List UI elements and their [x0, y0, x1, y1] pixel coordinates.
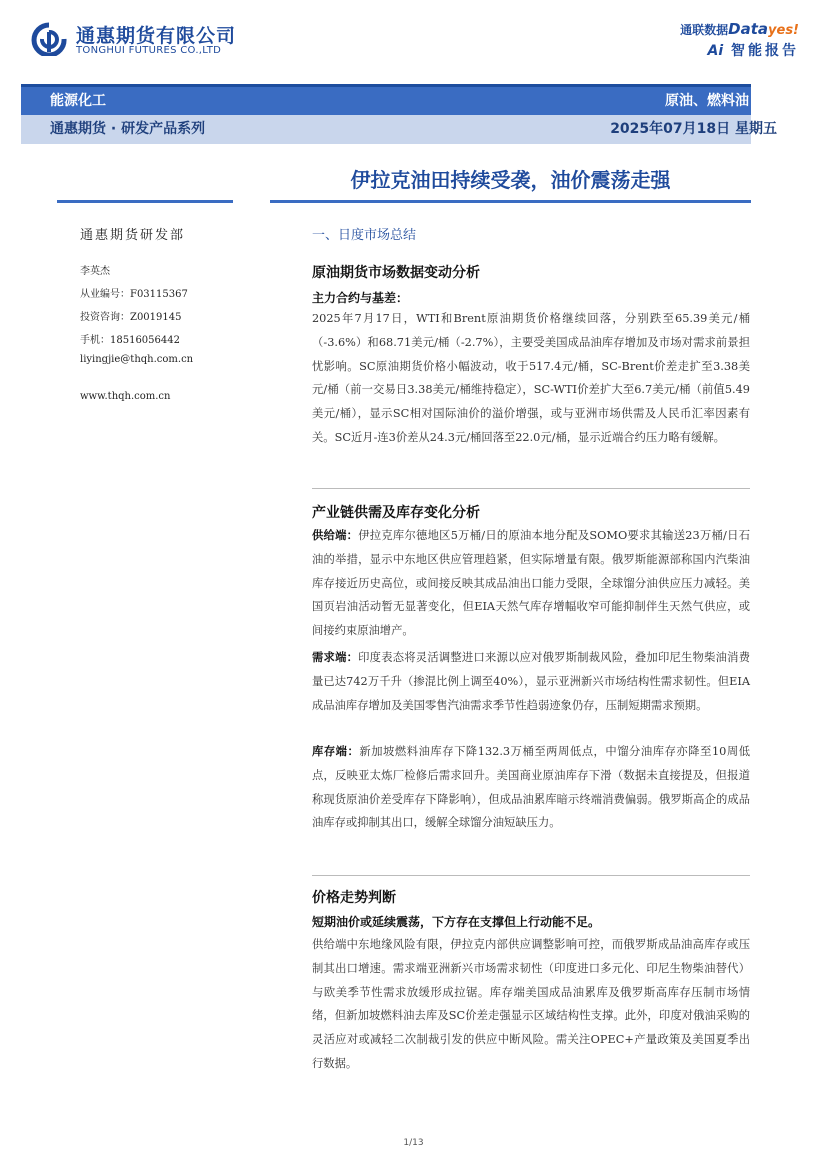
series-label: 通惠期货 · 研发产品系列 [50, 121, 206, 137]
price-paragraph: 供给端中东地缘风险有限，伊拉克内部供应调整影响可控，而俄罗斯成品油高库存或压制其出口增速。需求端亚洲新兴市场需求韧性（印度进口多元化、印尼生物柴油替代）与欧美季节性需求放缓形成拉锯。库存端美国成品油累库及俄罗斯高库存压制市场情绪，但新加坡燃料油去库及SC价差走强显示区域结构性支撑。此外，印度对俄油采购的灵活应对或减轻二次制裁引发的供应中断风险。需关注OPEC+产量政策及美国夏季出行数据。 [312, 938, 750, 1070]
inventory-paragraph [312, 740, 750, 835]
license-practice: 从业编号：F03115367 [80, 289, 188, 300]
company-name-cn: 通惠期货有限公司 [76, 25, 237, 47]
price-subheading: 短期油价或延续震荡，下方存在支撑但上行动能不足。 [312, 915, 601, 929]
report-date: 2025年07月18日 星期五 [610, 121, 777, 137]
supply-paragraph [312, 524, 750, 643]
research-dept: 通惠期货研发部 [80, 228, 186, 243]
license-advisory: 投资咨询：Z0019145 [80, 312, 182, 323]
ai-report-logo [707, 40, 799, 60]
author-email[interactable]: liyingjie@thqh.com.cn [80, 354, 194, 365]
divider [312, 875, 750, 876]
partner-logo [680, 20, 799, 38]
section-heading: 一、日度市场总结 [312, 228, 417, 243]
inventory-label: 库存端： [312, 745, 360, 758]
partner-prefix: 通联数据 [680, 23, 729, 37]
demand-label: 需求端： [312, 651, 359, 664]
category-label: 能源化工 [50, 93, 106, 109]
demand-paragraph [312, 646, 750, 717]
futures-paragraph: 2025年7月17日，WTI和Brent原油期货价格继续回落，分别跌至65.39美元/桶（-3.6%）和68.71美元/桶（-2.7%），主要受美国成品油库存增加及市场对需求前景担忧影响。SC原油期货价格小幅波动，收于517.4元/桶，SC-Brent价差走扩至3.38美元/桶（前一交易日3.38美元/桶维持稳定），SC-WTI价差扩大至6.7美元/桶（前值5.49美元/桶），显示SC相对国际油价的溢价增强，或与亚洲市场供需及人民币汇率因素有关。SC近月-连3价差从24.3元/桶回落至22.0元/桶，显示近端合约压力略有缓解。 [312, 312, 750, 444]
report-title: 伊拉克油田持续受袭，油价震荡走强 [350, 168, 671, 192]
company-logo-icon [30, 22, 68, 56]
partner-yes: yes! [768, 23, 799, 38]
inventory-text: 新加坡燃料油库存下降132.3万桶至两周低点，中馏分油库存亦降至10周低点，反映亚太炼厂检修后需求回升。美国商业原油库存下滑（数据未直接提及，但报道称现货原油价差受库存下降影响），但成品油累库暗示终端消费偏弱。俄罗斯高企的成品油库存或抑制其出口，缓解全球馏分油短缺压力。 [312, 745, 750, 830]
futures-heading: 原油期货市场数据变动分析 [312, 265, 480, 281]
company-website[interactable]: www.thqh.com.cn [80, 391, 171, 402]
supply-chain-heading: 产业链供需及库存变化分析 [312, 505, 480, 521]
report-type-label: 原油、燃料油日报 [665, 93, 777, 109]
author-name: 李英杰 [80, 266, 110, 277]
partner-brand: Data [728, 20, 769, 38]
divider [312, 488, 750, 489]
demand-text: 印度表态将灵活调整进口来源以应对俄罗斯制裁风险，叠加印尼生物柴油消费量已达742万千升（掺混比例上调至40%），显示亚洲新兴市场结构性需求韧性。但EIA成品油库存增加及美国零售汽油需求季节性趋弱迹象仍存，压制短期需求预期。 [312, 651, 750, 712]
ai-mark: Ai [707, 43, 724, 59]
author-phone: 手机：18516056442 [80, 335, 180, 346]
supply-label: 供给端： [312, 529, 359, 542]
main-top-rule [270, 200, 751, 203]
futures-subheading: 主力合约与基差： [312, 291, 409, 305]
sidebar-top-rule [57, 200, 233, 203]
company-name-en: TONGHUI FUTURES CO.,LTD [76, 45, 222, 56]
supply-text: 伊拉克库尔德地区5万桶/日的原油本地分配及SOMO要求其输送23万桶/日石油的举措，显示中东地区供应管理趋紧，但实际增量有限。俄罗斯能源部称国内汽柴油库存接近历史高位，或间接反映其成品油出口能力受限，全球馏分油供应压力减轻。美国页岩油活动暂无显著变化，但EIA天然气库存增幅收窄可能抑制伴生天然气供应，或间接约束原油增产。 [312, 529, 750, 638]
page-number: 1/13 [403, 1138, 424, 1148]
category-band [21, 87, 751, 115]
price-heading: 价格走势判断 [312, 890, 396, 906]
ai-report-label: 智能报告 [731, 43, 799, 59]
